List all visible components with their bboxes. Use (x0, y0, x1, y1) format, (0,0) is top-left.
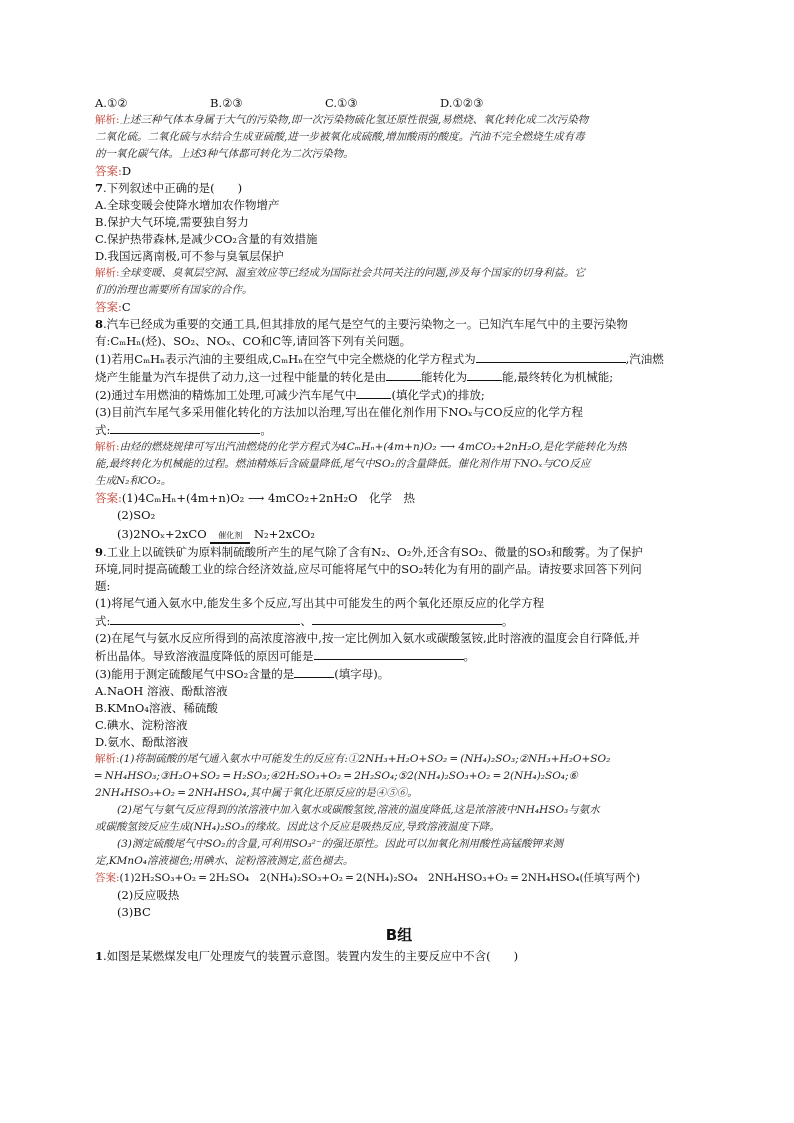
q9-part1-text: 、 (300, 614, 312, 628)
q9-blank-reason[interactable] (314, 647, 464, 660)
document-page (95, 95, 703, 965)
q9-part1-text: 。 (501, 614, 514, 628)
q6-analysis-label: 解析: (95, 114, 120, 126)
q7-analysis-label: 解析: (95, 267, 120, 279)
q8-part2-text: (2)通过车用燃油的精炼加工处理,可减少汽车尾气中 (95, 388, 357, 402)
q6-analysis-line: 的一氧化碳气体。上述3种气体都可转化为二次污染物。 (95, 148, 354, 160)
q8-blank-energy1[interactable] (386, 368, 421, 381)
q8-analysis (95, 439, 703, 490)
q6-options (95, 95, 703, 112)
q9-analysis-line: (3)测定硫酸尾气中SO₂的含量,可利用SO₃²⁻的强还原性。因此可以加氧化剂用酸性高锰酸钾来测 (117, 838, 563, 850)
q9-part3 (95, 665, 703, 683)
q8-blank-formula[interactable] (356, 386, 391, 399)
q8-analysis-label: 解析: (95, 441, 120, 453)
q9-analysis (95, 751, 703, 870)
q8-blank-equation[interactable] (476, 350, 626, 363)
q8-part3-text: 式: (95, 423, 111, 437)
q7-answer-value: C (121, 300, 131, 314)
q9-analysis-label: 解析: (95, 753, 120, 765)
q9-stem-text: 环境,同时提高硫酸工业的综合经济效益,应尽可能将尾气中的SO₂转化为有用的副产品。请按要求回答下列问 (95, 562, 642, 576)
q9-option-b: B.KMnO₄溶液、稀硫酸 (95, 701, 218, 715)
q9-stem-text: 题: (95, 579, 111, 593)
q8-part1-text: 烧产生能量为汽车提供了动力,这一过程中能量的转化是由 (95, 370, 387, 384)
b-q1-stem (95, 948, 703, 965)
q8-analysis-line: 生成N₂和CO₂。 (95, 475, 172, 487)
q8-answer-part3-left: (3)2NOₓ+2xCO (117, 527, 207, 541)
q6-option-b: B.②③ (210, 96, 243, 110)
q9-part2-cont (95, 647, 703, 665)
q8-number: 8 (95, 317, 104, 331)
q8-analysis-line: 由烃的燃烧规律可写出汽油燃烧的化学方程式为4CₘHₙ+(4m+n)O₂ ⟶ 4mCO₂+2nH₂O,是化学能转化为热 (119, 441, 627, 453)
q6-answer (95, 163, 703, 180)
q9-part1-text: (1)将尾气通入氨水中,能发生多个反应,写出其中可能发生的两个氧化还原反应的化学方程 (95, 596, 545, 610)
q7-analysis-line: 全球变暖、臭氧层空洞、温室效应等已经成为国际社会共同关注的问题,涉及每个国家的切身利益。它 (119, 267, 585, 279)
q8-part2 (95, 386, 703, 404)
q9-answer-part2: (2)反应吸热 (117, 888, 180, 902)
q8-answer-part1: (1)4CₘHₙ+(4m+n)O₂ ⟶ 4mCO₂+2nH₂O 化学 热 (121, 491, 416, 505)
q8-part1-cont (95, 368, 703, 386)
q8-part2-text: (填化学式)的排放; (391, 388, 485, 402)
q8-part1-text: 能,最终转化为机械能; (502, 370, 614, 384)
q8-blank-energy2[interactable] (467, 368, 502, 381)
q9-blank-equation2[interactable] (312, 612, 502, 625)
q9-part2-text: 析出晶体。导致溶液温度降低的原因可能是 (95, 649, 314, 663)
equals-sign-icon (210, 540, 250, 544)
q9-analysis-line: 或碳酸氢铵反应生成(NH₄)₂SO₃的缘故。因此这个反应是吸热反应,导致溶液温度下降。 (95, 821, 500, 833)
q7-analysis (95, 265, 703, 299)
q9-stem-text: .工业上以硫铁矿为原料制硫酸所产生的尾气除了含有N₂、O₂外,还含有SO₂、微量的SO₃和酸雾。为了保护 (103, 545, 643, 559)
q7-option-a: A.全球变暖会使降水增加农作物增产 (95, 198, 280, 212)
q9-part2-text: (2)在尾气与氨水反应所得到的高浓度溶液中,按一定比例加入氨水或碳酸氢铵,此时溶液的温度会自行降低,并 (95, 631, 640, 645)
q8-stem-text: .汽车已经成为重要的交通工具,但其排放的尾气是空气的主要污染物之一。已知汽车尾气中的主要污染物 (103, 317, 628, 331)
q8-part3-text: (3)目前汽车尾气多采用催化转化的方法加以治理,写出在催化剂作用下NOₓ与CO反应的化学方程 (95, 405, 584, 419)
q7-stem (95, 180, 703, 197)
q9-part1-text: 式: (95, 614, 111, 628)
q6-analysis-line: 二氧化硫。二氧化硫与水结合生成亚硫酸,进一步被氧化成硫酸,增加酸雨的酸度。汽油不完全燃烧生成有毒 (95, 131, 585, 143)
q9-number: 9 (95, 545, 104, 559)
q8-answer-part2: (2)SO₂ (117, 508, 156, 522)
q7-option-b: B.保护大气环境,需要独自努力 (95, 215, 249, 229)
q7-answer (95, 299, 703, 316)
q8-blank-nox-equation[interactable] (110, 421, 260, 434)
q9-blank-letter[interactable] (294, 665, 334, 678)
q9-part3-text: (3)能用于测定硫酸尾气中SO₂含量的是 (95, 667, 295, 681)
q8-part1-text: ,汽油燃 (625, 352, 664, 366)
q9-analysis-line: (2)尾气与氨气反应得到的浓溶液中加入氨水或碳酸氢铵,溶液的温度降低,这是浓溶液中NH₄HSO₃与氨水 (117, 804, 600, 816)
q8-part3-cont (95, 421, 703, 439)
catalyst-label: 催化剂 (218, 531, 243, 540)
q8-answer-part3 (95, 526, 703, 544)
section-title: B组 (385, 926, 413, 944)
q6-option-a: A.①② (95, 96, 128, 110)
q6-analysis-line: 上述三种气体本身属于大气的污染物,即一次污染物硫化氢还原性很强,易燃烧、氧化转化成二次污染物 (119, 114, 589, 126)
q9-option-a: A.NaOH 溶液、酚酞溶液 (95, 684, 228, 698)
q9-stem (95, 544, 703, 561)
q8-part1-text: (1)若用CₘHₙ表示汽油的主要组成,CₘHₙ在空气中完全燃烧的化学方程式为 (95, 352, 476, 366)
q6-answer-value: D (121, 164, 132, 178)
q8-part1 (95, 350, 703, 368)
q6-answer-label: 答案: (95, 164, 122, 178)
q8-answer-label: 答案: (95, 491, 122, 505)
q9-analysis-line: ═ NH₄HSO₃;③H₂O+SO₂ ═ H₂SO₃;④2H₂SO₃+O₂ ═ 2H₂SO₄;⑤2(NH₄)₂SO₃+O₂ ═ 2(NH₄)₂SO₄;⑥ (95, 770, 578, 782)
q8-analysis-line: 能,最终转化为机械能的过程。燃油精炼后含硫量降低,尾气中SO₂的含量降低。催化剂作用下NOₓ与CO反应 (95, 458, 591, 470)
q9-part1-cont (95, 612, 703, 630)
q6-analysis (95, 112, 703, 163)
q9-analysis-line: 定,KMnO₄溶液褪色;用碘水、淀粉溶液测定,蓝色褪去。 (95, 855, 354, 867)
catalyst-arrow (210, 531, 250, 544)
q9-answer-part1: (1)2H₂SO₃+O₂ ═ 2H₂SO₄ 2(NH₄)₂SO₃+O₂ ═ 2(NH₄)₂SO₄ 2NH₄HSO₃+O₂ ═ 2NH₄HSO₄(任填写两个) (119, 872, 641, 884)
q7-number: 7 (95, 181, 104, 195)
q9-answer (95, 870, 703, 887)
b-q1-stem-text: .如图是某燃煤发电厂处理废气的装置示意图。装置内发生的主要反应中不含( ) (103, 949, 519, 963)
q9-answer-label: 答案: (95, 872, 120, 884)
q9-option-c: C.碘水、淀粉溶液 (95, 718, 188, 732)
q6-option-d: D.①②③ (440, 96, 484, 110)
q8-stem (95, 316, 703, 333)
q8-answer (95, 490, 703, 507)
q9-part2-text: 。 (463, 649, 475, 663)
q7-option-d: D.我国远离南极,可不参与臭氧层保护 (95, 249, 284, 263)
q7-stem-text: .下列叙述中正确的是( ) (103, 181, 243, 195)
q7-option-c: C.保护热带森林,是减少CO₂含量的有效措施 (95, 232, 318, 246)
q8-part3-text: 。 (260, 423, 272, 437)
q8-stem-text: 有:CₘHₙ(烃)、SO₂、NOₓ、CO和C等,请回答下列有关问题。 (95, 334, 412, 348)
q7-answer-label: 答案: (95, 300, 122, 314)
q8-answer-part3-right: N₂+2xCO₂ (253, 527, 315, 541)
q9-analysis-line: 2NH₄HSO₃+O₂ ═ 2NH₄HSO₄,其中属于氧化还原反应的是④⑤⑥。 (95, 787, 418, 799)
q7-analysis-line: 们的治理也需要所有国家的合作。 (95, 284, 253, 296)
q6-option-c: C.①③ (325, 96, 358, 110)
q9-option-d: D.氨水、酚酞溶液 (95, 735, 188, 749)
q9-blank-equation1[interactable] (110, 612, 300, 625)
q8-part1-text: 能转化为 (421, 370, 468, 384)
q9-part3-text: (填字母)。 (334, 667, 390, 681)
q9-answer-part3: (3)BC (117, 905, 151, 919)
q9-analysis-line: (1)将制硫酸的尾气通入氨水中可能发生的反应有:①2NH₃+H₂O+SO₂ ═ (NH₄)₂SO₃;②NH₃+H₂O+SO₂ (119, 753, 611, 765)
b-q1-number: 1 (95, 949, 104, 963)
